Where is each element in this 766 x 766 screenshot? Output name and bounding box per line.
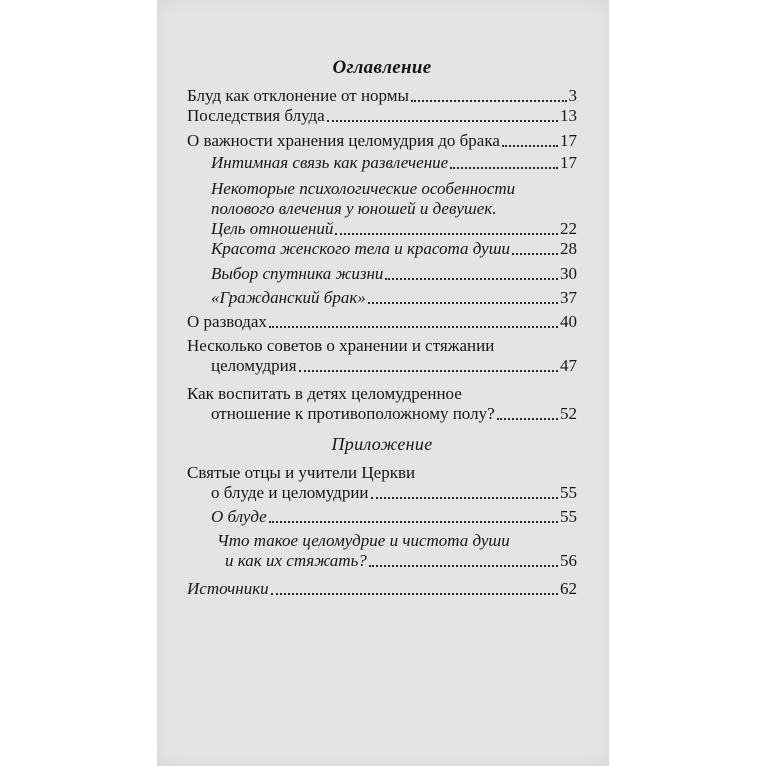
toc-entry-page: 55 [560,507,577,526]
toc-entry-page: 28 [560,239,577,258]
toc-subentry [211,507,577,527]
toc-entry-line: Несколько советов о хранении и стяжании [187,336,495,355]
toc-entry [187,86,577,106]
toc-entry [211,356,577,376]
toc-entry-text: Источники [187,579,269,598]
toc-subentry [225,551,577,571]
toc-entry-text: и как их стяжать? [225,551,367,570]
toc-entry-text: Последствия блуда [187,106,325,125]
toc-subentry-line: Некоторые психологические особенности [211,179,516,198]
toc-subentry-line: Что такое целомудрие и чистота души [217,531,510,550]
toc-entry-text: о блуде и целомудрии [211,483,369,502]
leader-dots [450,167,558,169]
toc-entry-text: целомудрия [211,356,297,375]
leader-dots [269,326,558,328]
leader-dots [369,565,558,567]
leader-dots [497,418,558,420]
toc-entry-page: 17 [560,153,577,172]
toc-entry-page: 62 [560,579,577,598]
appendix-title: Приложение [331,434,433,454]
toc-entry-text: Блуд как отклонение от нормы [187,86,409,105]
toc-entry-text: О разводах [187,312,267,331]
toc-entry-line: Святые отцы и учители Церкви [187,463,416,482]
leader-dots [269,521,558,523]
toc-entry-line: Как воспитать в детях целомудренное [187,384,462,403]
toc-entry-text: Выбор спутника жизни [211,264,384,283]
toc-entry [187,131,577,151]
toc-entry [211,404,577,424]
leader-dots [371,497,558,499]
toc-entry-text: О блуде [211,507,267,526]
toc-title: Оглавление [332,57,432,78]
toc-subentry [211,153,577,173]
toc-entry [187,579,577,599]
toc-entry-text: О важности хранения целомудрия до брака [187,131,500,150]
toc-entry-page: 56 [560,551,577,570]
toc-entry [187,106,577,126]
leader-dots [299,370,558,372]
leader-dots [368,302,558,304]
toc-subentry [211,264,577,284]
leader-dots [411,100,567,102]
toc-entry-text: Цель отношений [211,219,334,238]
leader-dots [327,120,558,122]
leader-dots [512,253,558,255]
toc-entry-text: отношение к противоположному полу? [211,404,495,423]
toc-entry [211,483,577,503]
toc-entry-page: 17 [560,131,577,150]
toc-subentry [211,219,577,239]
toc-entry-page: 13 [560,106,577,125]
book-page [157,0,609,766]
toc-subentry [211,288,577,308]
toc-entry-page: 40 [560,312,577,331]
toc-entry-page: 55 [560,483,577,502]
toc-entry-page: 37 [560,288,577,307]
toc-entry-page: 3 [568,86,577,105]
toc-entry-text: Красота женского тела и красота души [211,239,511,258]
toc-subentry-line: полового влечения у юношей и девушек. [211,199,497,218]
toc-entry-text: Интимная связь как развлечение [211,153,449,172]
toc-entry-page: 22 [560,219,577,238]
toc-subentry [211,239,577,259]
leader-dots [271,593,558,595]
leader-dots [385,278,558,280]
leader-dots [502,145,558,147]
leader-dots [335,233,558,235]
toc-entry-page: 47 [560,356,577,375]
toc-entry [187,312,577,332]
toc-entry-text: «Гражданский брак» [211,288,366,307]
toc-entry-page: 52 [560,404,577,423]
toc-entry-page: 30 [560,264,577,283]
